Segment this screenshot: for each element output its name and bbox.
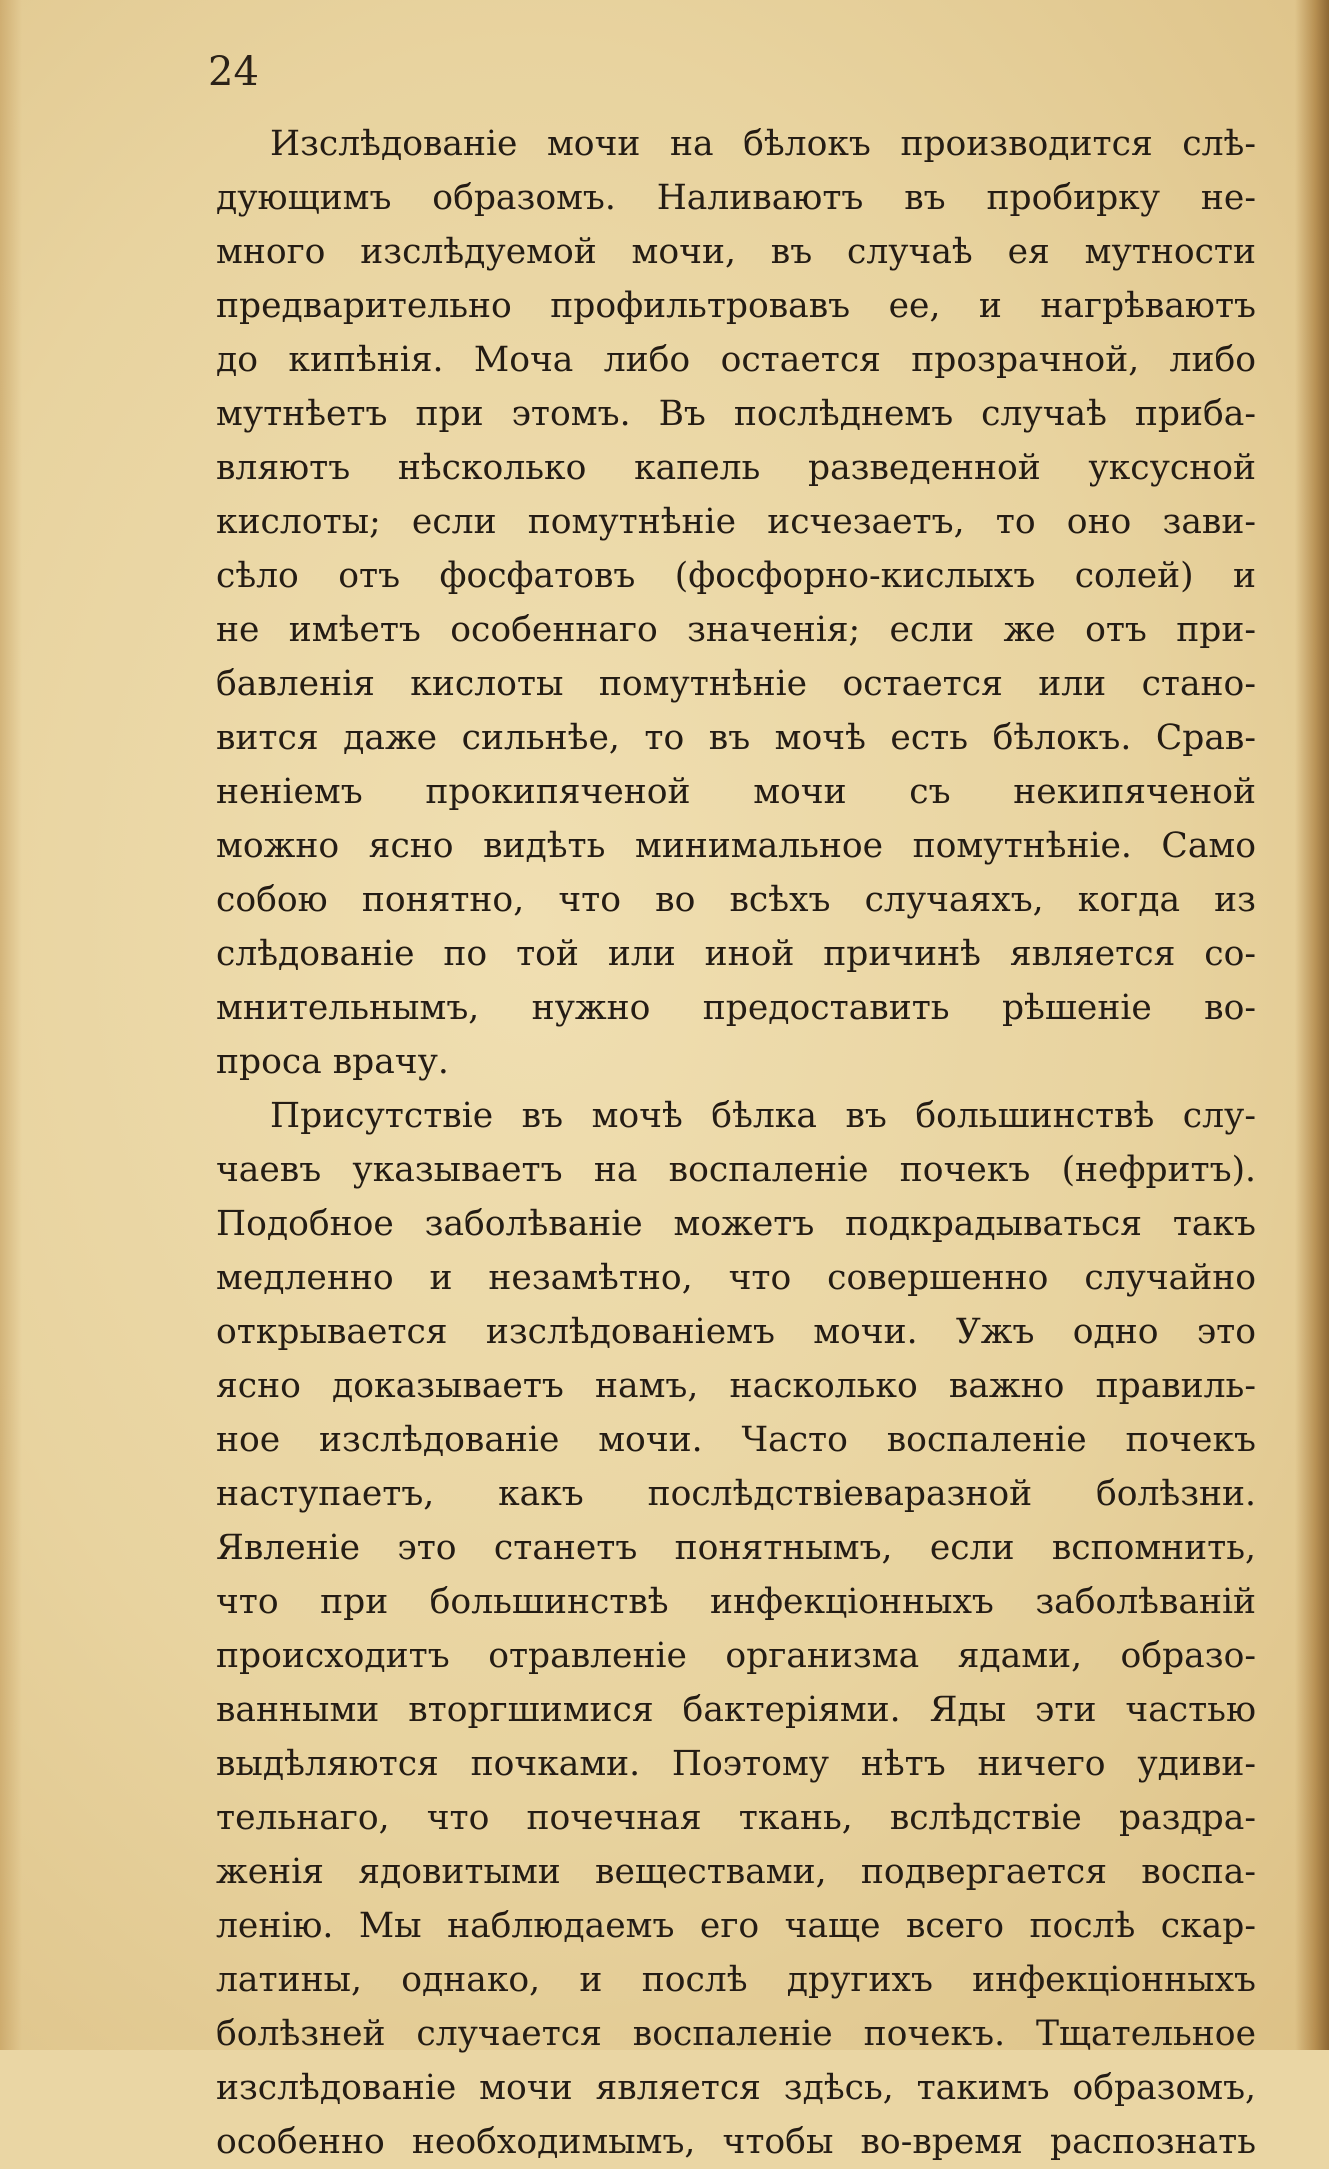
text-line: происходитъ отравленіе организма ядами, образо-: [216, 1636, 1256, 1676]
text-line: дующимъ образомъ. Наливаютъ въ пробирку не-: [216, 178, 1256, 218]
page-right-edge: [1295, 0, 1329, 2050]
text-line: мнительнымъ, нужно предоставить рѣшеніе во-: [216, 988, 1256, 1028]
text-line: женія ядовитыми веществами, подвергается воспа-: [216, 1852, 1256, 1892]
page-number: 24: [208, 49, 259, 95]
text-line: ное изслѣдованіе мочи. Часто воспаленіе почекъ: [216, 1420, 1256, 1460]
body-text: [216, 117, 1256, 2169]
text-line: слѣдованіе по той или иной причинѣ является со-: [216, 934, 1256, 974]
text-line: выдѣляются почками. Поэтому нѣтъ ничего удиви-: [216, 1744, 1256, 1784]
text-line: проса врачу.: [216, 1042, 449, 1082]
text-line: собою понятно, что во всѣхъ случаяхъ, когда из: [216, 880, 1256, 920]
text-line: болѣзней случается воспаленіе почекъ. Тщательное: [216, 2014, 1256, 2054]
text-line: бавленія кислоты помутнѣніе остается или стано-: [216, 664, 1256, 704]
text-line: Явленіе это станетъ понятнымъ, если вспомнить,: [216, 1528, 1256, 1568]
text-line: вится даже сильнѣе, то въ мочѣ есть бѣлокъ. Срав-: [216, 718, 1256, 758]
text-line: кислоты; если помутнѣніе исчезаетъ, то оно зави-: [216, 502, 1256, 542]
text-line: ясно доказываетъ намъ, насколько важно правиль-: [216, 1366, 1256, 1406]
text-line: Присутствіе въ мочѣ бѣлка въ большинствѣ слу-: [270, 1096, 1256, 1136]
text-line: что при большинствѣ инфекціонныхъ заболѣваній: [216, 1582, 1256, 1622]
text-line: чаевъ указываетъ на воспаленіе почекъ (нефритъ).: [216, 1150, 1256, 1190]
page-left-edge: [0, 0, 22, 2050]
text-line: тельнаго, что почечная ткань, вслѣдствіе раздра-: [216, 1798, 1256, 1838]
text-line: сѣло отъ фосфатовъ (фосфорно-кислыхъ солей) и: [216, 556, 1256, 596]
text-line: латины, однако, и послѣ другихъ инфекціонныхъ: [216, 1960, 1256, 2000]
text-line: медленно и незамѣтно, что совершенно случайно: [216, 1258, 1256, 1298]
text-line: наступаетъ, какъ послѣдствіеваразной болѣзни.: [216, 1474, 1256, 1514]
text-line: ванными вторгшимися бактеріями. Яды эти частью: [216, 1690, 1256, 1730]
text-line: Изслѣдованіе мочи на бѣлокъ производится слѣ-: [270, 124, 1256, 164]
text-line: неніемъ прокипяченой мочи съ некипяченой: [216, 772, 1256, 812]
text-line: можно ясно видѣть минимальное помутнѣніе. Само: [216, 826, 1256, 866]
text-line: особенно необходимымъ, чтобы во-время распознать: [216, 2122, 1256, 2162]
text-line: мутнѣетъ при этомъ. Въ послѣднемъ случаѣ приба-: [216, 394, 1256, 434]
text-line: до кипѣнія. Моча либо остается прозрачной, либо: [216, 340, 1256, 380]
text-line: Подобное заболѣваніе можетъ подкрадываться такъ: [216, 1204, 1256, 1244]
text-line: предварительно профильтровавъ ее, и нагрѣваютъ: [216, 286, 1256, 326]
text-line: открывается изслѣдованіемъ мочи. Ужъ одно это: [216, 1312, 1256, 1352]
text-line: изслѣдованіе мочи является здѣсь, такимъ образомъ,: [216, 2068, 1256, 2108]
text-line: вляютъ нѣсколько капель разведенной уксусной: [216, 448, 1256, 488]
text-line: много изслѣдуемой мочи, въ случаѣ ея мутности: [216, 232, 1256, 272]
text-line: не имѣетъ особеннаго значенія; если же отъ при-: [216, 610, 1256, 650]
text-line: ленію. Мы наблюдаемъ его чаще всего послѣ скар-: [216, 1906, 1256, 1946]
